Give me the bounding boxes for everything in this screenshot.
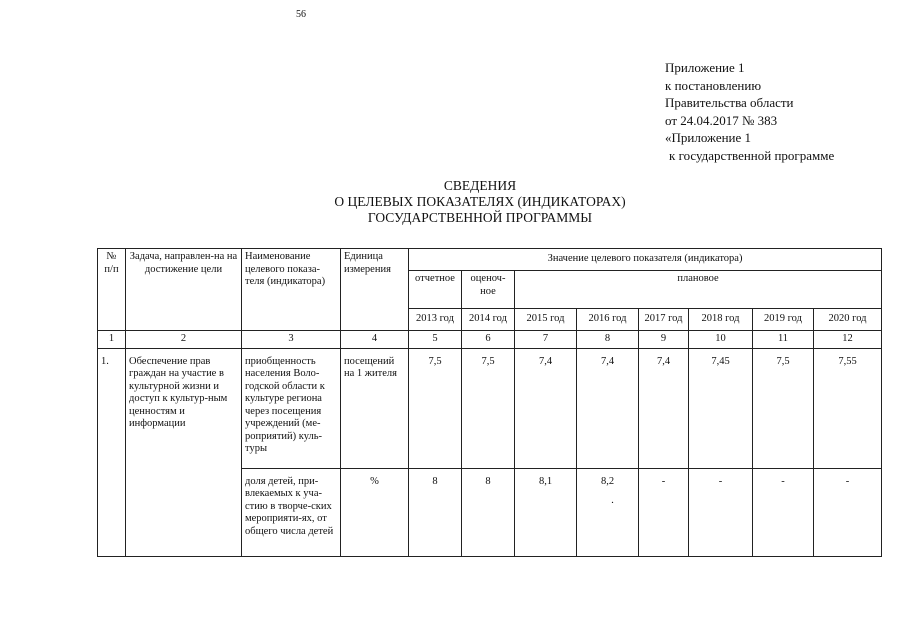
row-unit: % xyxy=(341,468,409,556)
column-number: 7 xyxy=(515,331,577,349)
row-value: - xyxy=(753,468,814,556)
header-year: 2015 год xyxy=(515,309,577,331)
appendix-line: «Приложение 1 xyxy=(665,130,752,145)
column-number: 10 xyxy=(689,331,753,349)
row-indicator-name: доля детей, при-влекаемых к уча-стию в творче-ских мероприяти-ях, от общего числа детей xyxy=(242,468,341,556)
header-year: 2017 год xyxy=(639,309,689,331)
table-row xyxy=(98,348,882,468)
row-value: 8 xyxy=(462,468,515,556)
header-indicator-name: Наименование целевого показа-теля (индикатора) xyxy=(242,249,341,331)
row-indicator-name: приобщенность населения Воло-годской области к культуре региона через посещения учреждений (ме-роприятий) куль-туры xyxy=(242,348,341,468)
indicators-table xyxy=(97,248,882,557)
row-unit: посещений на 1 жителя xyxy=(341,348,409,468)
row-task: Обеспечение прав граждан на участие в культурной жизни и доступ к культур-ным ценностям и информации xyxy=(126,348,242,556)
heading-line-3: ГОСУДАРСТВЕННОЙ ПРОГРАММЫ xyxy=(367,210,593,225)
header-year: 2019 год xyxy=(753,309,814,331)
column-number: 1 xyxy=(98,331,126,349)
heading-line-1: СВЕДЕНИЯ xyxy=(443,178,517,193)
row-value: - xyxy=(689,468,753,556)
page-number: 56 xyxy=(296,9,306,20)
column-number: 6 xyxy=(462,331,515,349)
column-number: 4 xyxy=(341,331,409,349)
row-num: 1. xyxy=(98,348,126,556)
header-year: 2020 год xyxy=(814,309,882,331)
header-year: 2018 год xyxy=(689,309,753,331)
column-number: 11 xyxy=(753,331,814,349)
row-value: 8 xyxy=(409,468,462,556)
document-heading xyxy=(180,178,780,226)
appendix-line: от 24.04.2017 № 383 xyxy=(665,112,778,128)
appendix-line: Приложение 1 xyxy=(665,60,745,75)
column-number: 5 xyxy=(409,331,462,349)
row-value: 7,5 xyxy=(753,348,814,468)
header-reported: отчетное xyxy=(409,271,462,309)
row-value: 7,4 xyxy=(515,348,577,468)
row-value: 8,2 xyxy=(600,475,615,487)
row-value: 7,55 xyxy=(814,348,882,468)
column-number: 12 xyxy=(814,331,882,349)
appendix-block xyxy=(665,59,834,164)
column-number-row xyxy=(98,331,882,349)
header-year: 2013 год xyxy=(409,309,462,331)
heading-line-2: О ЦЕЛЕВЫХ ПОКАЗАТЕЛЯХ (ИНДИКАТОРАХ) xyxy=(334,194,626,209)
column-number: 8 xyxy=(577,331,639,349)
stray-mark: . xyxy=(611,494,614,506)
row-value: 7,4 xyxy=(639,348,689,468)
header-planned: плановое xyxy=(515,271,882,309)
row-value: 7,45 xyxy=(689,348,753,468)
row-value: - xyxy=(639,468,689,556)
appendix-line: к государственной программе xyxy=(669,147,835,163)
header-estimated: оценоч-ное xyxy=(462,271,515,309)
appendix-line: к постановлению xyxy=(665,77,762,93)
row-value: 8,1 xyxy=(515,468,577,556)
header-year: 2014 год xyxy=(462,309,515,331)
header-value-group: Значение целевого показателя (индикатора) xyxy=(409,249,882,271)
row-value: 7,4 xyxy=(577,348,639,468)
row-value: 7,5 xyxy=(409,348,462,468)
row-value-cell xyxy=(577,468,639,556)
column-number: 3 xyxy=(242,331,341,349)
column-number: 2 xyxy=(126,331,242,349)
row-value: 7,5 xyxy=(462,348,515,468)
header-year: 2016 год xyxy=(577,309,639,331)
header-task: Задача, направлен-на на достижение цели xyxy=(126,249,242,331)
header-unit: Единица измерения xyxy=(341,249,409,331)
row-value: - xyxy=(814,468,882,556)
appendix-line: Правительства области xyxy=(665,95,794,110)
column-number: 9 xyxy=(639,331,689,349)
header-num: № п/п xyxy=(98,249,126,331)
